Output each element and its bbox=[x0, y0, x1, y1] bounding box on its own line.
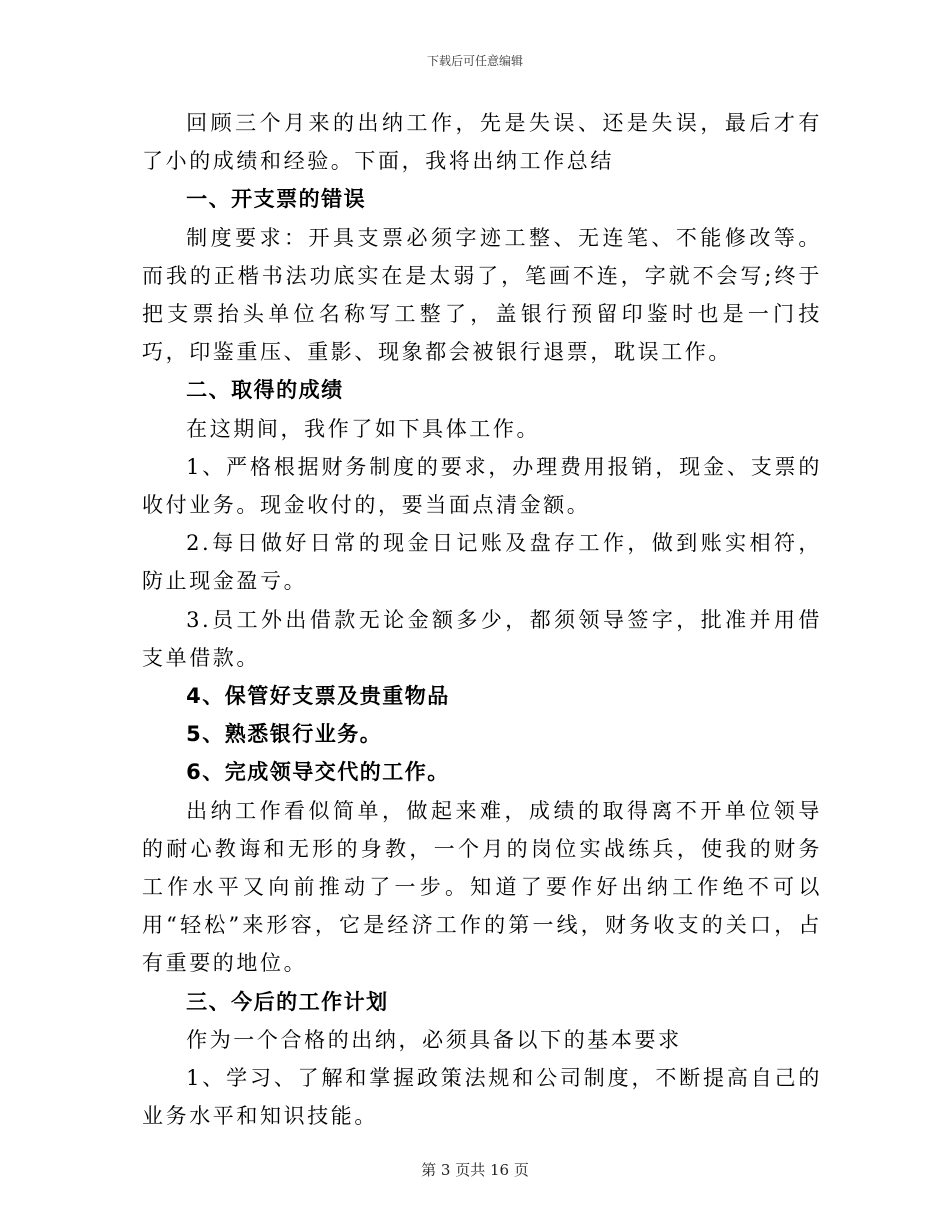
section-heading-achievements: 二、取得的成绩 bbox=[186, 378, 344, 403]
page-number: 第 3 页共 16 页 bbox=[421, 1161, 529, 1179]
page-header-note: 下载后可任意编辑 bbox=[426, 54, 523, 68]
list-item-employee-loans: 3.员工外出借款无论金额多少，都须领导签字，批准并用借支单借款。 bbox=[142, 607, 822, 670]
document-body bbox=[142, 104, 822, 1135]
paragraph-intro: 回顾三个月来的出纳工作，先是失误、还是失误，最后才有了小的成绩和经验。下面，我将出纳工作总结 bbox=[142, 111, 822, 174]
paragraph-basic-requirements: 作为一个合格的出纳，必须具备以下的基本要求 bbox=[186, 1027, 682, 1052]
list-item-leader-tasks: 6、完成领导交代的工作。 bbox=[186, 760, 450, 785]
paragraph-reflection: 出纳工作看似简单，做起来难，成绩的取得离不开单位领导的耐心教诲和无形的身教，一个月的岗位实战练兵，使我的财务工作水平又向前推动了一步。知道了要作好出纳工作绝不可以用“轻松”来形容，它是经济工作的第一线，财务收支的关口，占有重要的地位。 bbox=[142, 798, 822, 976]
list-item-bank-business: 5、熟悉银行业务。 bbox=[186, 722, 383, 747]
list-item-study-policies: 1、学习、了解和掌握政策法规和公司制度，不断提高自己的业务水平和知识技能。 bbox=[142, 1066, 822, 1129]
section-heading-cheque-errors: 一、开支票的错误 bbox=[186, 187, 367, 212]
list-item-expense-reimbursement: 1、严格根据财务制度的要求，办理费用报销，现金、支票的收付业务。现金收付的，要当面点清金额。 bbox=[142, 454, 822, 518]
paragraph-cheque-requirements: 制度要求：开具支票必须字迹工整、无连笔、不能修改等。而我的正楷书法功底实在是太弱了，笔画不连，字就不会写;终于把支票抬头单位名称写工整了，盖银行预留印鉴时也是一门技巧，印鉴重压、重影、现象都会被银行退票，耽误工作。 bbox=[142, 225, 822, 365]
section-heading-future-plan: 三、今后的工作计划 bbox=[186, 989, 389, 1014]
paragraph-work-done-intro: 在这期间，我作了如下具体工作。 bbox=[186, 416, 541, 441]
list-item-safekeeping: 4、保管好支票及贵重物品 bbox=[186, 684, 450, 709]
list-item-daily-cash-journal: 2.每日做好日常的现金日记账及盘存工作，做到账实相符，防止现金盈亏。 bbox=[142, 531, 822, 594]
